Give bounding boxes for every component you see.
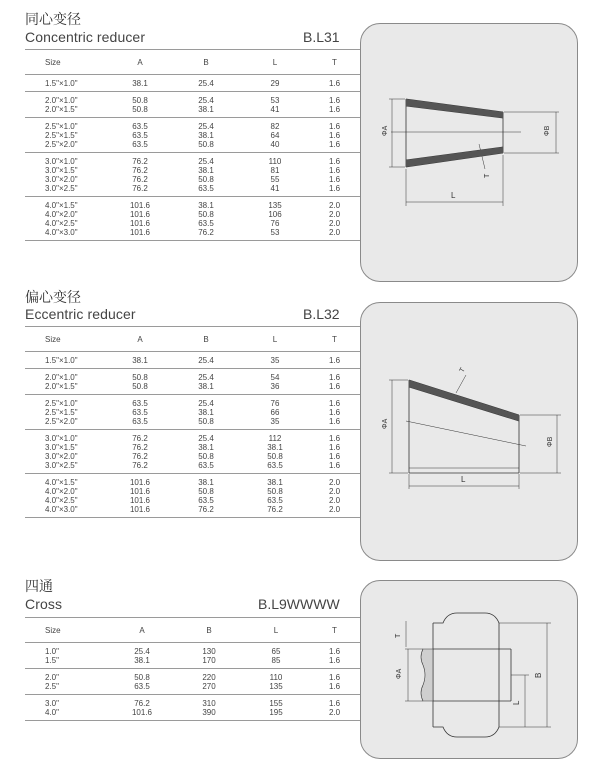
table-row [25,461,360,474]
table-cell: 2.5"×2.0" [45,417,78,426]
table-row [25,496,360,505]
table-cell: 63.5 [132,399,148,408]
table-row [25,140,360,153]
table-cell: 1.5" [45,656,59,665]
diagram-label-l: L [451,191,456,200]
table-cell: 41 [270,105,280,114]
table-cell: 38.1 [198,443,214,452]
table-cell: 155 [269,699,283,708]
table-row [25,669,360,683]
table-cell: 76.2 [132,461,148,470]
table-cell: 1.6 [328,417,341,426]
table-cell: 38.1 [267,478,283,487]
table-cell: 3.0"×2.0" [45,175,78,184]
table-cell: 2.0" [45,673,59,682]
table-cell: 101.6 [129,219,151,228]
table-cell: 2.0 [328,478,341,487]
table-cell: 1.6 [328,175,341,184]
section-2-title-en: Eccentric reducer [25,306,136,322]
table-cell: 76 [270,219,280,228]
table-cell: 101.6 [129,487,151,496]
table-cell: 1.6 [328,699,341,708]
table-cell: 1.6 [328,408,341,417]
eccentric-reducer-diagram [361,303,577,560]
diagram-label-b: ΦB [547,436,554,447]
column-header: B [171,50,241,75]
table-cell: 65 [271,647,281,656]
section-3-table [25,618,360,721]
table-cell: 3.0"×2.5" [45,461,78,470]
diagram-label-a: ΦA [396,668,403,679]
table-row [25,184,360,197]
table-row [25,417,360,430]
table-row [25,395,360,409]
table-cell: 55 [270,175,280,184]
column-header: T [309,327,360,352]
table-cell: 38.1 [198,131,214,140]
diagram-label-a: ΦA [382,125,389,136]
table-cell: 1.6 [328,461,341,470]
table-cell: 2.0 [328,201,341,210]
table-cell: 50.8 [132,105,148,114]
table-cell: 2.0 [328,708,341,717]
table-cell: 63.5 [198,496,214,505]
table-row [25,408,360,417]
table-row-group [25,430,360,474]
table-cell: 81 [270,166,280,175]
table-cell: 76.2 [132,175,148,184]
table-row [25,166,360,175]
table-row-group [25,369,360,395]
table-cell: 25.4 [198,399,214,408]
column-header: Size [25,618,109,643]
diagram-label-t: T [484,173,491,178]
table-cell: 101.6 [131,708,153,717]
table-cell: 63.5 [132,140,148,149]
table-cell: 4.0"×2.0" [45,210,78,219]
table-cell: 50.8 [198,175,214,184]
section-1-table [25,50,360,241]
table-header-row [25,618,360,643]
section-2-diagram-panel [360,302,578,561]
table-row [25,153,360,167]
table-cell: 63.5 [267,461,283,470]
table-cell: 63.5 [132,122,148,131]
section-3-title-cn: 四通 [25,579,53,595]
table-cell: 63.5 [198,461,214,470]
table-cell: 2.0 [328,219,341,228]
table-cell: 50.8 [132,96,148,105]
table-cell: 63.5 [198,219,214,228]
table-cell: 1.6 [328,105,341,114]
table-cell: 63.5 [267,496,283,505]
table-row [25,228,360,241]
section-3-code: B.L9WWWW [258,596,340,612]
table-cell: 63.5 [132,417,148,426]
column-header: Size [25,327,109,352]
table-cell: 25.4 [198,434,214,443]
column-header: L [243,618,309,643]
table-cell: 38.1 [198,105,214,114]
diagram-label-t: T [395,633,402,638]
table-cell: 1.6 [328,434,341,443]
table-cell: 101.6 [129,210,151,219]
table-row-group [25,75,360,92]
table-row [25,382,360,395]
table-cell: 50.8 [267,452,283,461]
table-cell: 101.6 [129,228,151,237]
table-cell: 2.0 [328,505,341,514]
table-cell: 3.0"×1.0" [45,157,78,166]
column-header: T [309,618,360,643]
table-row [25,695,360,709]
table-cell: 76.2 [267,505,283,514]
table-cell: 63.5 [132,131,148,140]
table-cell: 2.0 [328,228,341,237]
table-cell: 38.1 [198,201,214,210]
table-row [25,92,360,106]
table-cell: 2.5"×2.0" [45,140,78,149]
table-cell: 50.8 [132,373,148,382]
diagram-label-t: T [458,366,467,374]
table-row-group [25,695,360,721]
table-row [25,505,360,518]
table-cell: 106 [268,210,282,219]
table-cell: 2.5"×1.0" [45,122,78,131]
table-cell: 50.8 [198,210,214,219]
table-cell: 2.5"×1.5" [45,408,78,417]
table-cell: 76.2 [132,166,148,175]
table-cell: 135 [268,201,282,210]
table-cell: 2.0 [328,496,341,505]
table-cell: 1.6 [328,356,341,365]
table-cell: 101.6 [129,478,151,487]
section-3-title-en: Cross [25,596,63,612]
table-cell: 50.8 [132,382,148,391]
table-cell: 2.0"×1.0" [45,96,78,105]
table-cell: 1.6 [328,96,341,105]
table-row-group [25,643,360,669]
table-cell: 76.2 [198,228,214,237]
column-header: A [109,50,171,75]
diagram-label-l: L [461,475,466,484]
table-cell: 2.0"×1.0" [45,373,78,382]
table-row [25,175,360,184]
table-cell: 3.0"×1.5" [45,443,78,452]
table-cell: 1.6 [328,656,341,665]
table-cell: 38.1 [132,356,148,365]
table-cell: 170 [202,656,216,665]
table-cell: 3.0"×1.5" [45,166,78,175]
table-cell: 38.1 [134,656,150,665]
table-cell: 110 [268,157,282,166]
table-cell: 130 [202,647,216,656]
table-row [25,430,360,444]
table-cell: 135 [269,682,283,691]
table-cell: 4.0"×1.5" [45,201,78,210]
table-cell: 38.1 [267,443,283,452]
table-cell: 25.4 [198,356,214,365]
table-cell: 2.0"×1.5" [45,105,78,114]
section-2-table [25,327,360,518]
column-header: B [171,327,241,352]
table-row [25,452,360,461]
section-2-title-cn: 偏心变径 [25,290,81,306]
table-cell: 3.0"×1.0" [45,434,78,443]
diagram-label-l: L [512,700,521,705]
table-cell: 4.0"×1.5" [45,478,78,487]
table-cell: 4.0"×3.0" [45,228,78,237]
table-cell: 4.0"×2.5" [45,496,78,505]
table-cell: 310 [202,699,216,708]
table-cell: 25.4 [134,647,150,656]
table-cell: 1.6 [328,79,341,88]
table-cell: 50.8 [198,452,214,461]
column-header: L [241,327,309,352]
section-1-title-en: Concentric reducer [25,29,146,45]
table-cell: 1.6 [328,131,341,140]
table-cell: 29 [270,79,280,88]
table-cell: 1.6 [328,157,341,166]
section-1-diagram-panel [360,23,578,282]
table-row [25,105,360,118]
table-cell: 76.2 [132,184,148,193]
table-row-group [25,118,360,153]
table-cell: 1.6 [328,140,341,149]
table-cell: 76 [270,399,280,408]
table-row [25,131,360,140]
table-cell: 2.0 [328,210,341,219]
table-header-row [25,327,360,352]
table-cell: 38.1 [198,166,214,175]
table-cell: 2.5" [45,682,59,691]
table-cell: 25.4 [198,96,214,105]
table-cell: 3.0"×2.0" [45,452,78,461]
table-row [25,487,360,496]
table-cell: 390 [202,708,216,717]
column-header: A [109,618,175,643]
table-row-group [25,352,360,369]
diagram-label-a: ΦA [382,418,389,429]
table-cell: 36 [270,382,280,391]
column-header: Size [25,50,109,75]
table-cell: 25.4 [198,157,214,166]
table-cell: 1.6 [328,647,341,656]
table-cell: 50.8 [198,140,214,149]
table-cell: 50.8 [267,487,283,496]
table-cell: 2.0 [328,487,341,496]
table-cell: 35 [270,356,280,365]
table-cell: 3.0" [45,699,59,708]
table-cell: 63.5 [198,184,214,193]
column-header: L [241,50,309,75]
table-cell: 38.1 [198,478,214,487]
table-cell: 38.1 [198,408,214,417]
table-cell: 1.5"×1.0" [45,356,78,365]
table-row-group [25,92,360,118]
table-header-row [25,50,360,75]
table-cell: 1.6 [328,452,341,461]
table-cell: 1.5"×1.0" [45,79,78,88]
table-cell: 4.0"×2.5" [45,219,78,228]
table-cell: 101.6 [129,505,151,514]
table-cell: 2.0"×1.5" [45,382,78,391]
table-row [25,656,360,669]
table-cell: 1.6 [328,373,341,382]
table-cell: 101.6 [129,496,151,505]
table-cell: 25.4 [198,122,214,131]
table-cell: 2.5"×1.0" [45,399,78,408]
column-header: A [109,327,171,352]
table-cell: 1.0" [45,647,59,656]
table-cell: 53 [270,228,280,237]
table-cell: 76.2 [132,157,148,166]
table-cell: 76.2 [132,452,148,461]
table-cell: 1.6 [328,382,341,391]
table-cell: 220 [202,673,216,682]
diagram-label-b: ΦB [544,125,551,136]
table-cell: 50.8 [198,417,214,426]
cross-diagram [361,581,577,758]
table-cell: 54 [270,373,280,382]
table-cell: 4.0"×3.0" [45,505,78,514]
table-cell: 112 [268,434,282,443]
table-row [25,369,360,383]
table-row [25,443,360,452]
table-cell: 101.6 [129,201,151,210]
table-row-group [25,153,360,197]
table-cell: 82 [270,122,280,131]
table-row-group [25,395,360,430]
table-cell: 76.2 [198,505,214,514]
table-cell: 270 [202,682,216,691]
table-cell: 76.2 [132,434,148,443]
table-cell: 1.6 [328,682,341,691]
table-cell: 50.8 [198,487,214,496]
table-cell: 4.0" [45,708,59,717]
table-cell: 85 [271,656,281,665]
table-row [25,474,360,488]
table-cell: 76.2 [132,443,148,452]
table-row [25,352,360,369]
section-2-code: B.L32 [303,306,340,322]
table-cell: 66 [270,408,280,417]
section-3-diagram-panel [360,580,578,759]
table-cell: 41 [270,184,280,193]
table-cell: 4.0"×2.0" [45,487,78,496]
table-cell: 40 [270,140,280,149]
table-row-group [25,474,360,518]
table-row [25,643,360,657]
table-cell: 2.5"×1.5" [45,131,78,140]
table-cell: 35 [270,417,280,426]
table-row [25,75,360,92]
table-cell: 110 [269,673,283,682]
table-cell: 1.6 [328,166,341,175]
section-1-code: B.L31 [303,29,340,45]
diagram-label-b: B [534,672,543,678]
table-cell: 1.6 [328,399,341,408]
table-row-group [25,197,360,241]
table-row [25,708,360,721]
table-cell: 53 [270,96,280,105]
concentric-reducer-diagram [361,24,577,281]
table-cell: 3.0"×2.5" [45,184,78,193]
table-cell: 25.4 [198,79,214,88]
column-header: T [309,50,360,75]
table-row [25,197,360,211]
table-cell: 63.5 [134,682,150,691]
table-row [25,682,360,695]
table-cell: 63.5 [132,408,148,417]
table-cell: 1.6 [328,673,341,682]
table-cell: 1.6 [328,184,341,193]
column-header: B [175,618,243,643]
table-cell: 76.2 [134,699,150,708]
table-cell: 38.1 [132,79,148,88]
table-row [25,219,360,228]
table-cell: 50.8 [134,673,150,682]
section-1-title-cn: 同心变径 [25,12,81,28]
table-cell: 64 [270,131,280,140]
table-row [25,210,360,219]
table-row [25,118,360,132]
table-cell: 1.6 [328,122,341,131]
table-cell: 1.6 [328,443,341,452]
table-cell: 38.1 [198,382,214,391]
table-row-group [25,669,360,695]
table-cell: 195 [269,708,283,717]
table-cell: 25.4 [198,373,214,382]
